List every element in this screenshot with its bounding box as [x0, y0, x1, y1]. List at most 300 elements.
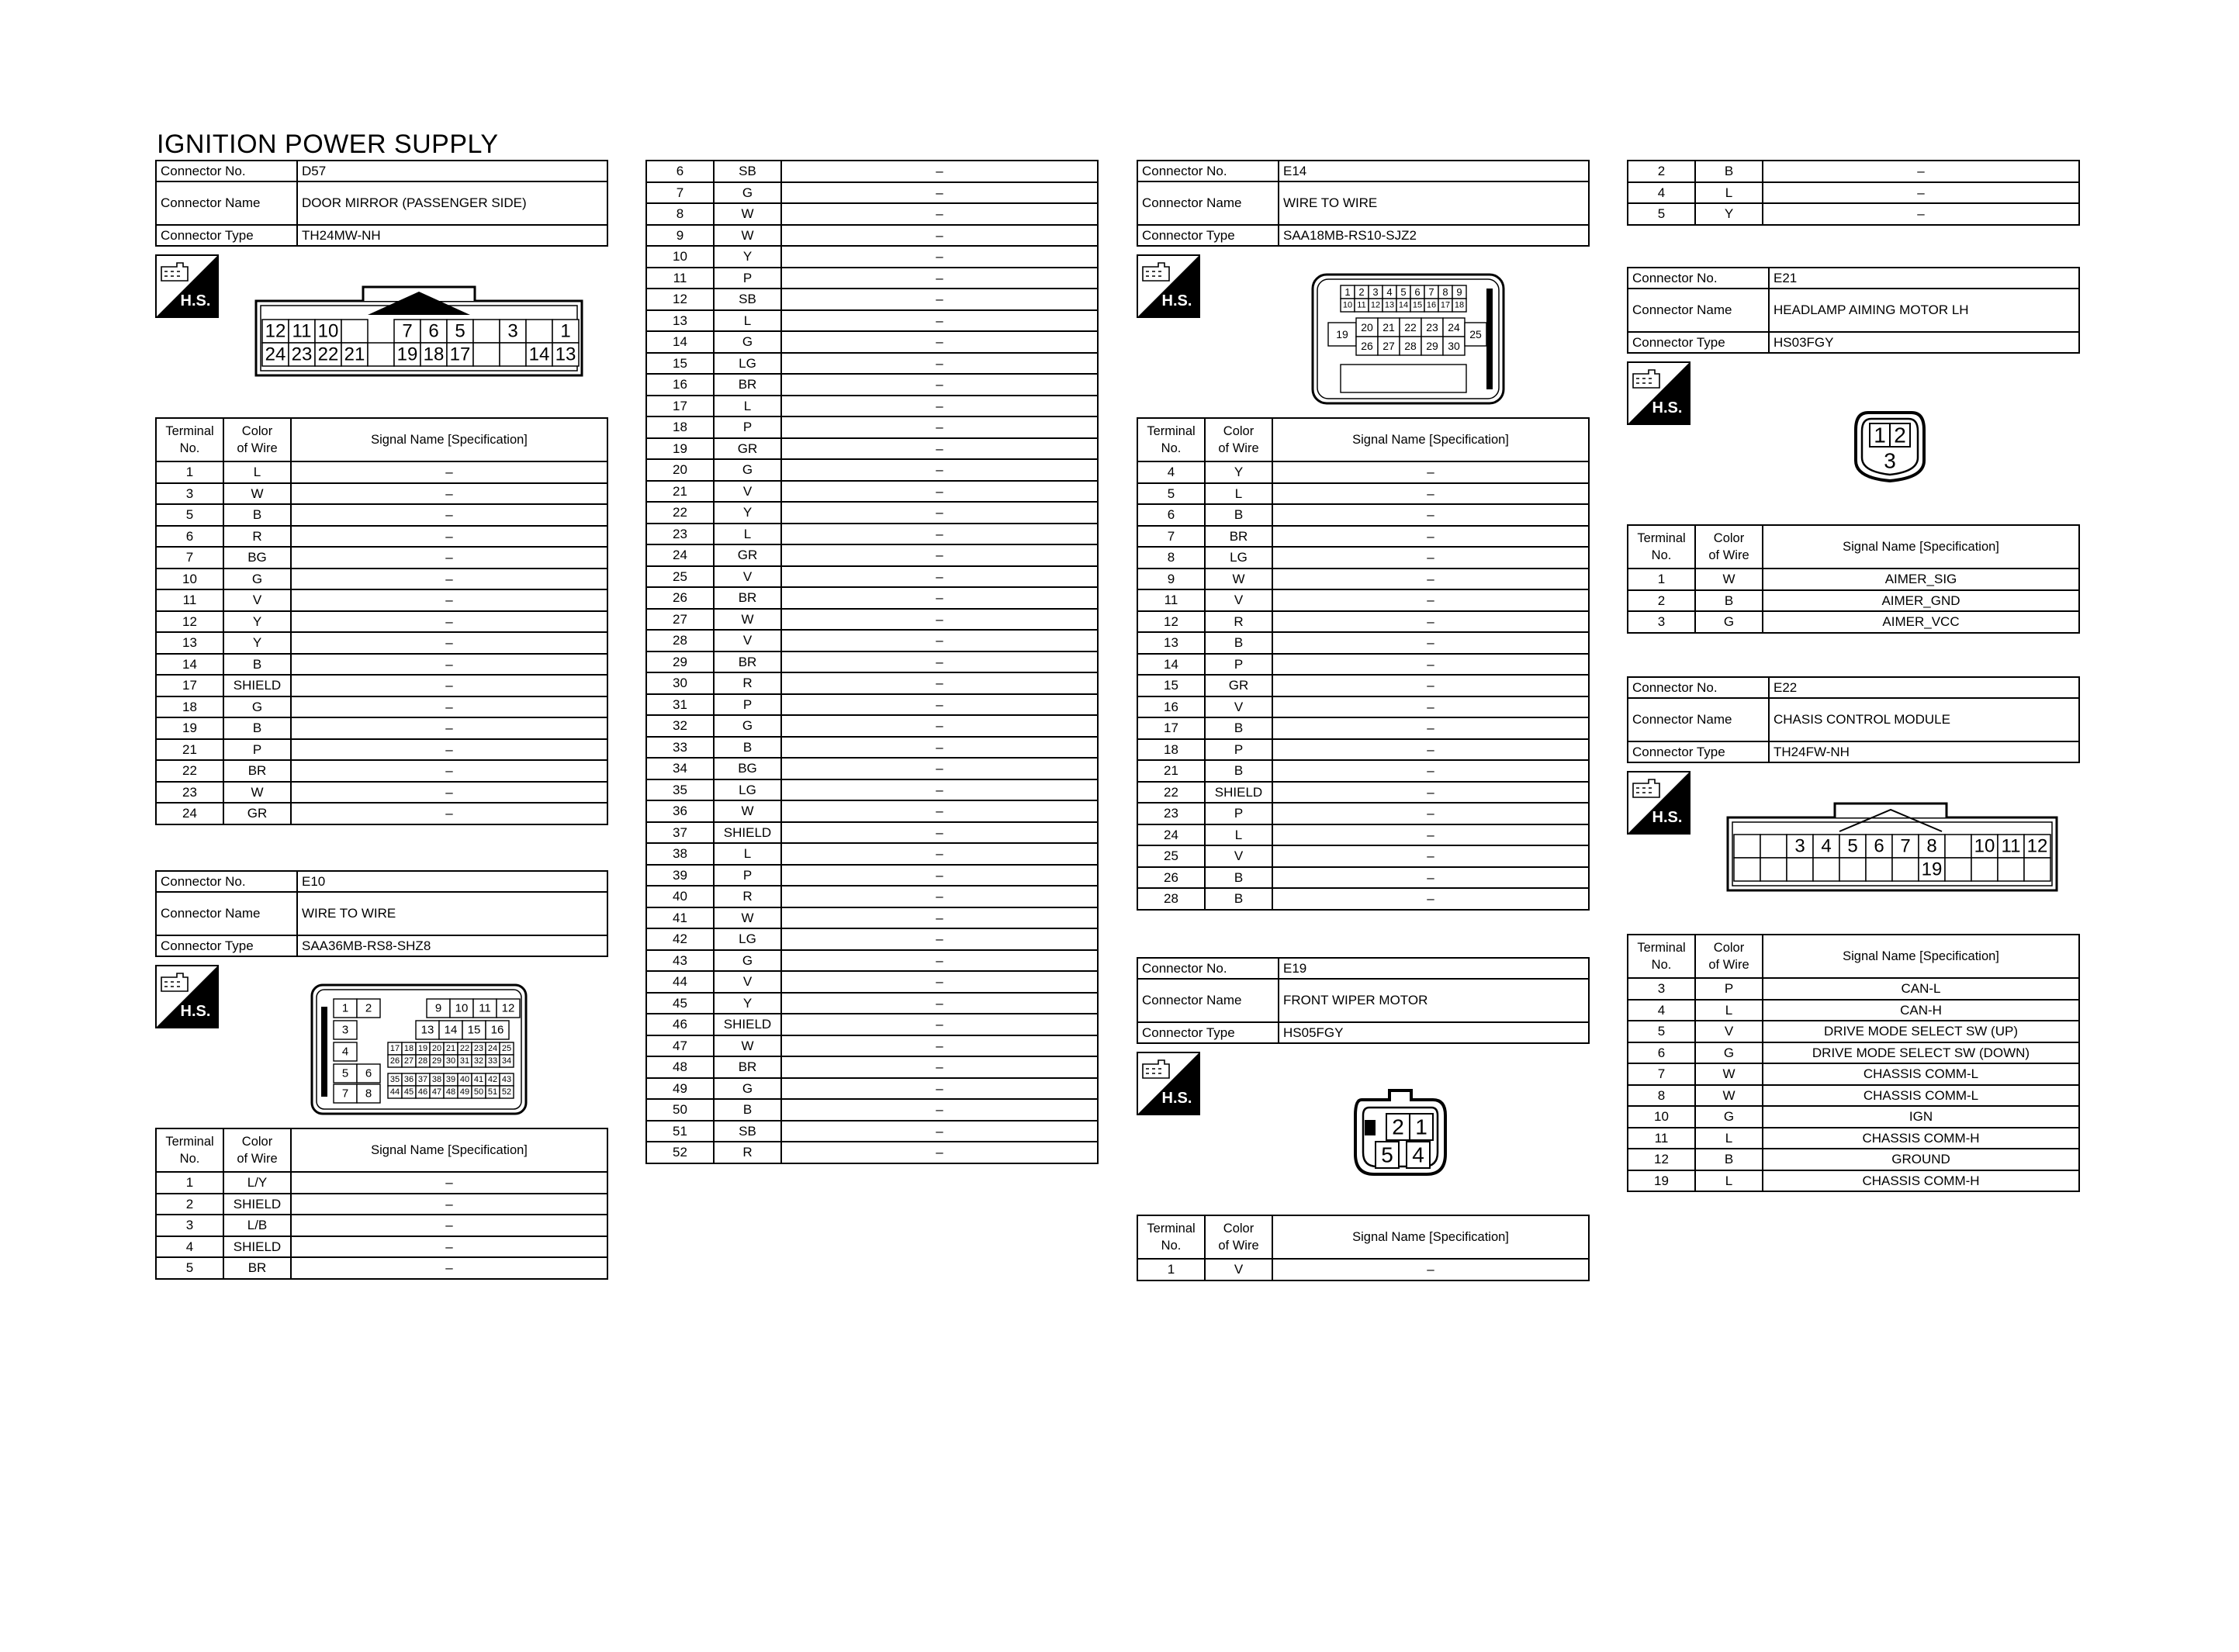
connector-cover: [1341, 365, 1466, 392]
table-row: [646, 310, 1098, 332]
pin-label: 10: [1342, 300, 1353, 310]
hs-icon: [155, 965, 219, 1028]
connector-no: E19: [1279, 958, 1589, 979]
signal-cell: –: [1272, 782, 1589, 804]
color-cell: B: [714, 1099, 781, 1121]
table-row: [646, 694, 1098, 716]
pin-label: 15: [1412, 300, 1423, 310]
pin-label: 23: [473, 1044, 484, 1053]
terminal-cell: 9: [646, 225, 714, 247]
hs-icon: [1627, 771, 1690, 835]
terminal-cell: 19: [156, 717, 223, 739]
signal-cell: –: [291, 1172, 607, 1194]
connector-e21-table: [1627, 524, 2080, 634]
signal-cell: IGN: [1763, 1106, 2079, 1128]
pin-label: 1: [341, 1001, 349, 1015]
signal-cell: –: [291, 483, 607, 505]
pin-label: 51: [487, 1087, 498, 1097]
terminal-cell: 13: [646, 310, 714, 332]
color-cell: W: [1695, 569, 1763, 590]
color-cell: B: [1695, 1149, 1763, 1170]
table-row: [646, 416, 1098, 438]
terminal-cell: 21: [646, 481, 714, 503]
terminal-cell: 39: [646, 865, 714, 886]
terminal-cell: 14: [156, 654, 223, 676]
table-row: [1137, 782, 1589, 804]
terminal-cell: 21: [156, 739, 223, 761]
connector-name: WIRE TO WIRE: [297, 892, 607, 935]
signal-cell: DRIVE MODE SELECT SW (UP): [1763, 1021, 2079, 1042]
table-row: [1628, 1063, 2079, 1085]
pin-label: 23: [291, 344, 313, 365]
pin-label: 4: [1412, 1142, 1424, 1167]
color-cell: B: [714, 737, 781, 759]
color-header: Color of Wire: [1695, 935, 1763, 978]
pin-label: 18: [403, 1044, 414, 1053]
label: Connector Name: [156, 181, 297, 225]
connector-no: E14: [1279, 161, 1589, 181]
color-cell: W: [714, 907, 781, 929]
color-cell: W: [714, 1035, 781, 1057]
connector-d57-info: [155, 160, 608, 247]
table-row: [1137, 675, 1589, 696]
color-cell: V: [714, 566, 781, 588]
terminal-cell: 23: [646, 524, 714, 545]
table-row: [646, 1056, 1098, 1078]
color-cell: R: [714, 886, 781, 907]
signal-cell: –: [291, 1215, 607, 1236]
terminal-cell: 43: [646, 950, 714, 972]
signal-cell: –: [781, 609, 1098, 631]
color-cell: B: [1695, 590, 1763, 612]
signal-cell: –: [781, 396, 1098, 417]
pin-label: 13: [555, 344, 576, 365]
connector-type: TH24FW-NH: [1769, 741, 2079, 762]
label: Connector Type: [156, 225, 297, 246]
pin-cell: [1734, 858, 1760, 881]
pin-label: 9: [434, 1001, 442, 1015]
table-row: [156, 1194, 607, 1215]
terminal-cell: 15: [1137, 675, 1205, 696]
terminal-cell: 13: [156, 632, 223, 654]
signal-cell: –: [781, 225, 1098, 247]
table-row: [1137, 504, 1589, 526]
signal-cell: –: [291, 803, 607, 824]
terminal-header: Terminal No.: [1628, 935, 1695, 978]
terminal-cell: 4: [156, 1236, 223, 1258]
table-row: [1137, 632, 1589, 654]
color-cell: GR: [1205, 675, 1272, 696]
table-row: [156, 1172, 607, 1194]
table-row: [646, 737, 1098, 759]
color-cell: V: [1205, 696, 1272, 718]
signal-cell: –: [1272, 504, 1589, 526]
table-row: [646, 651, 1098, 673]
color-cell: G: [1695, 1042, 1763, 1064]
table-row: [1628, 569, 2079, 590]
label: Connector Name: [1628, 289, 1769, 332]
table-row: [646, 331, 1098, 353]
table-row: [1137, 696, 1589, 718]
pin-label: 27: [1383, 340, 1395, 352]
pin-label: 44: [389, 1087, 400, 1097]
pin-label: 19: [396, 344, 418, 365]
pin-label: 18: [423, 344, 445, 365]
connector-name: FRONT WIPER MOTOR: [1279, 979, 1589, 1022]
table-row: [646, 203, 1098, 225]
signal-cell: –: [1272, 547, 1589, 569]
pin-label: 14: [528, 344, 550, 365]
connector-e10-table-continued: [645, 160, 1099, 1164]
color-cell: L: [714, 843, 781, 865]
connector-type: SAA18MB-RS10-SJZ2: [1279, 225, 1589, 246]
pin-label: 20: [1361, 321, 1373, 334]
color-cell: Y: [1695, 203, 1763, 225]
color-cell: SB: [714, 161, 781, 182]
color-cell: B: [1205, 760, 1272, 782]
pin-label: 2: [1358, 286, 1365, 298]
pin-label: 1: [560, 320, 571, 342]
color-cell: P: [1205, 803, 1272, 824]
pin-label: 4: [341, 1045, 349, 1059]
connector-e10-face: [310, 983, 528, 1119]
signal-cell: –: [781, 715, 1098, 737]
table-row: [1628, 1170, 2079, 1192]
signal-cell: –: [1272, 589, 1589, 611]
terminal-cell: 31: [646, 694, 714, 716]
terminal-cell: 46: [646, 1014, 714, 1035]
signal-cell: –: [781, 779, 1098, 801]
color-cell: Y: [714, 246, 781, 268]
color-cell: B: [1205, 632, 1272, 654]
signal-cell: –: [781, 928, 1098, 950]
color-cell: L: [1695, 1170, 1763, 1192]
table-row: [156, 483, 607, 505]
terminal-cell: 27: [646, 609, 714, 631]
color-cell: W: [714, 800, 781, 822]
table-row: [646, 502, 1098, 524]
table-row: [1628, 161, 2079, 182]
table-row: [1628, 1021, 2079, 1042]
terminal-cell: 6: [156, 526, 223, 548]
color-cell: BR: [714, 1056, 781, 1078]
terminal-cell: 11: [1628, 1128, 1695, 1149]
terminal-cell: 23: [1137, 803, 1205, 824]
signal-cell: –: [1272, 739, 1589, 761]
signal-cell: –: [781, 993, 1098, 1014]
connector-name: WIRE TO WIRE: [1279, 181, 1589, 225]
color-cell: B: [1205, 888, 1272, 910]
pin-label: 5: [1400, 286, 1407, 298]
pin-label: 36: [403, 1075, 414, 1084]
terminal-cell: 3: [1628, 978, 1695, 1000]
pin-label: 3: [341, 1023, 349, 1037]
color-cell: Y: [223, 611, 291, 633]
connector-e22-face: [1726, 800, 2058, 897]
pin-label: 34: [501, 1056, 512, 1066]
pin-label: 8: [365, 1087, 372, 1101]
terminal-cell: 2: [156, 1194, 223, 1215]
terminal-cell: 2: [1628, 590, 1695, 612]
hs-icon: [1627, 361, 1690, 425]
terminal-cell: 9: [1137, 569, 1205, 590]
pin-label: 13: [1384, 300, 1395, 310]
terminal-cell: 8: [1628, 1085, 1695, 1107]
terminal-cell: 13: [1137, 632, 1205, 654]
pin-label: 17: [449, 344, 471, 365]
signal-cell: –: [291, 739, 607, 761]
signal-header: Signal Name [Specification]: [291, 1128, 607, 1172]
pin-label: 1: [1415, 1115, 1427, 1139]
pin-label: 6: [1414, 286, 1421, 298]
table-row: [646, 268, 1098, 289]
pin-label: 33: [487, 1056, 498, 1066]
signal-cell: –: [781, 502, 1098, 524]
pin-cell: [473, 320, 500, 343]
color-cell: R: [1205, 611, 1272, 633]
lock-bar: [321, 1007, 327, 1097]
connector-type: TH24MW-NH: [297, 225, 607, 246]
terminal-cell: 6: [1137, 504, 1205, 526]
signal-cell: –: [781, 843, 1098, 865]
table-row: [1137, 824, 1589, 846]
pin-label: 12: [501, 1001, 515, 1015]
color-cell: SHIELD: [223, 1194, 291, 1215]
signal-header: Signal Name [Specification]: [1763, 525, 2079, 569]
pin-label: 1: [1874, 423, 1886, 448]
table-row: [1137, 845, 1589, 867]
table-row: [1628, 1042, 2079, 1064]
pin-label: 8: [1442, 286, 1448, 298]
table-row: [646, 779, 1098, 801]
signal-cell: –: [781, 203, 1098, 225]
table-row: [156, 1257, 607, 1279]
connector-name: DOOR MIRROR (PASSENGER SIDE): [297, 181, 607, 225]
pin-cell: [1813, 858, 1839, 881]
signal-cell: –: [781, 1078, 1098, 1100]
terminal-cell: 24: [156, 803, 223, 824]
terminal-cell: 7: [156, 547, 223, 569]
signal-cell: –: [291, 547, 607, 569]
terminal-cell: 21: [1137, 760, 1205, 782]
terminal-cell: 17: [646, 396, 714, 417]
pin-label: 17: [389, 1044, 400, 1053]
terminal-cell: 3: [1628, 611, 1695, 633]
pin-label: 30: [1448, 340, 1460, 352]
pin-cell: [2024, 858, 2050, 881]
color-cell: P: [1205, 739, 1272, 761]
pin-label: 24: [265, 344, 286, 365]
terminal-cell: 19: [1628, 1170, 1695, 1192]
table-row: [646, 587, 1098, 609]
pin-cell: [526, 320, 552, 343]
color-cell: G: [714, 950, 781, 972]
signal-cell: –: [781, 865, 1098, 886]
color-cell: P: [714, 694, 781, 716]
color-cell: L: [1695, 1000, 1763, 1021]
pin-label: 2: [1894, 423, 1906, 448]
table-row: [1628, 203, 2079, 225]
signal-cell: –: [1272, 696, 1589, 718]
pin-label: 15: [467, 1023, 481, 1037]
terminal-cell: 41: [646, 907, 714, 929]
signal-cell: –: [781, 566, 1098, 588]
signal-cell: –: [781, 182, 1098, 204]
table-row: [156, 547, 607, 569]
label: Connector Type: [1628, 332, 1769, 353]
terminal-cell: 7: [1628, 1063, 1695, 1085]
hs-text: H.S.: [1161, 1090, 1192, 1107]
pin-label: 43: [501, 1075, 512, 1084]
signal-cell: –: [781, 524, 1098, 545]
table-row: [1137, 888, 1589, 910]
table-row: [156, 739, 607, 761]
table-row: [1628, 182, 2079, 204]
signal-cell: –: [1272, 611, 1589, 633]
color-cell: B: [223, 504, 291, 526]
hs-icon: [1137, 1052, 1200, 1115]
connector-e22-table: [1627, 934, 2080, 1192]
terminal-cell: 17: [156, 675, 223, 696]
label: Connector No.: [1628, 268, 1769, 289]
label: Connector Type: [1628, 741, 1769, 762]
terminal-cell: 48: [646, 1056, 714, 1078]
pin-cell: [1839, 858, 1866, 881]
color-header: Color of Wire: [1695, 525, 1763, 569]
table-row: [1628, 1000, 2079, 1021]
color-cell: W: [714, 203, 781, 225]
terminal-cell: 36: [646, 800, 714, 822]
pin-label: 4: [1386, 286, 1393, 298]
table-row: [646, 566, 1098, 588]
table-row: [646, 459, 1098, 481]
color-cell: V: [714, 630, 781, 651]
color-cell: L: [714, 524, 781, 545]
table-row: [156, 611, 607, 633]
color-cell: L: [714, 310, 781, 332]
pin-label: 30: [445, 1056, 456, 1066]
pin-cell: [1945, 835, 1971, 858]
color-cell: W: [1695, 1085, 1763, 1107]
pin-label: 18: [1454, 300, 1465, 310]
connector-e22-info: [1627, 676, 2080, 763]
table-row: [1137, 803, 1589, 824]
hs-text: H.S.: [1652, 809, 1683, 826]
terminal-cell: 6: [1628, 1042, 1695, 1064]
terminal-cell: 8: [646, 203, 714, 225]
signal-cell: –: [1272, 675, 1589, 696]
terminal-cell: 2: [1628, 161, 1695, 182]
table-row: [156, 654, 607, 676]
terminal-cell: 37: [646, 822, 714, 844]
table-row: [646, 225, 1098, 247]
terminal-cell: 34: [646, 758, 714, 779]
signal-cell: –: [781, 459, 1098, 481]
pin-label: 19: [417, 1044, 428, 1053]
label: Connector Name: [156, 892, 297, 935]
terminal-cell: 14: [1137, 654, 1205, 676]
signal-header: Signal Name [Specification]: [1272, 418, 1589, 461]
terminal-cell: 22: [156, 760, 223, 782]
color-cell: L: [1205, 483, 1272, 505]
color-cell: G: [1695, 611, 1763, 633]
hs-icon: [1137, 254, 1200, 318]
pin-label: 7: [402, 320, 413, 342]
color-cell: B: [1205, 717, 1272, 739]
terminal-cell: 7: [1137, 526, 1205, 548]
pin-label: 10: [317, 320, 339, 342]
table-row: [1628, 1085, 2079, 1107]
color-cell: Y: [223, 632, 291, 654]
pin-label: 35: [389, 1075, 400, 1084]
signal-cell: –: [1763, 161, 2079, 182]
terminal-cell: 17: [1137, 717, 1205, 739]
signal-cell: –: [1272, 569, 1589, 590]
color-cell: V: [1205, 845, 1272, 867]
signal-cell: –: [291, 632, 607, 654]
hs-text: H.S.: [1652, 399, 1683, 416]
terminal-cell: 49: [646, 1078, 714, 1100]
label: Connector Name: [1628, 698, 1769, 741]
label: Connector Type: [156, 935, 297, 956]
connector-no: E10: [297, 871, 607, 892]
table-row: [646, 246, 1098, 268]
signal-cell: –: [781, 374, 1098, 396]
signal-cell: AIMER_SIG: [1763, 569, 2079, 590]
terminal-cell: 18: [156, 696, 223, 718]
color-cell: V: [1695, 1021, 1763, 1042]
terminal-cell: 11: [156, 589, 223, 611]
table-row: [646, 396, 1098, 417]
pin-cell: [500, 343, 526, 366]
signal-cell: –: [781, 1099, 1098, 1121]
table-row: [646, 907, 1098, 929]
color-cell: W: [714, 225, 781, 247]
color-header: Color of Wire: [223, 1128, 291, 1172]
signal-cell: –: [291, 504, 607, 526]
signal-cell: –: [291, 717, 607, 739]
pin-label: 22: [317, 344, 339, 365]
table-row: [1137, 483, 1589, 505]
signal-cell: –: [291, 526, 607, 548]
table-row: [646, 886, 1098, 907]
terminal-cell: 12: [646, 289, 714, 310]
pin-label: 17: [1440, 300, 1451, 310]
color-cell: BR: [714, 374, 781, 396]
color-cell: W: [223, 483, 291, 505]
table-row: [646, 1078, 1098, 1100]
color-cell: L: [714, 396, 781, 417]
pin-label: 5: [455, 320, 465, 342]
signal-cell: –: [291, 1257, 607, 1279]
label: Connector No.: [1137, 958, 1279, 979]
pin-label: 6: [1874, 835, 1884, 857]
table-row: [646, 374, 1098, 396]
table-row: [646, 182, 1098, 204]
color-cell: GR: [714, 544, 781, 566]
pin-label: 45: [403, 1087, 414, 1097]
connector-no: D57: [297, 161, 607, 181]
signal-cell: –: [781, 416, 1098, 438]
pin-label: 6: [365, 1066, 372, 1080]
color-cell: P: [1205, 654, 1272, 676]
table-row: [1137, 739, 1589, 761]
terminal-header: Terminal No.: [156, 1128, 223, 1172]
connector-type: HS03FGY: [1769, 332, 2079, 353]
color-cell: W: [1205, 569, 1272, 590]
color-cell: P: [714, 416, 781, 438]
color-cell: L/Y: [223, 1172, 291, 1194]
